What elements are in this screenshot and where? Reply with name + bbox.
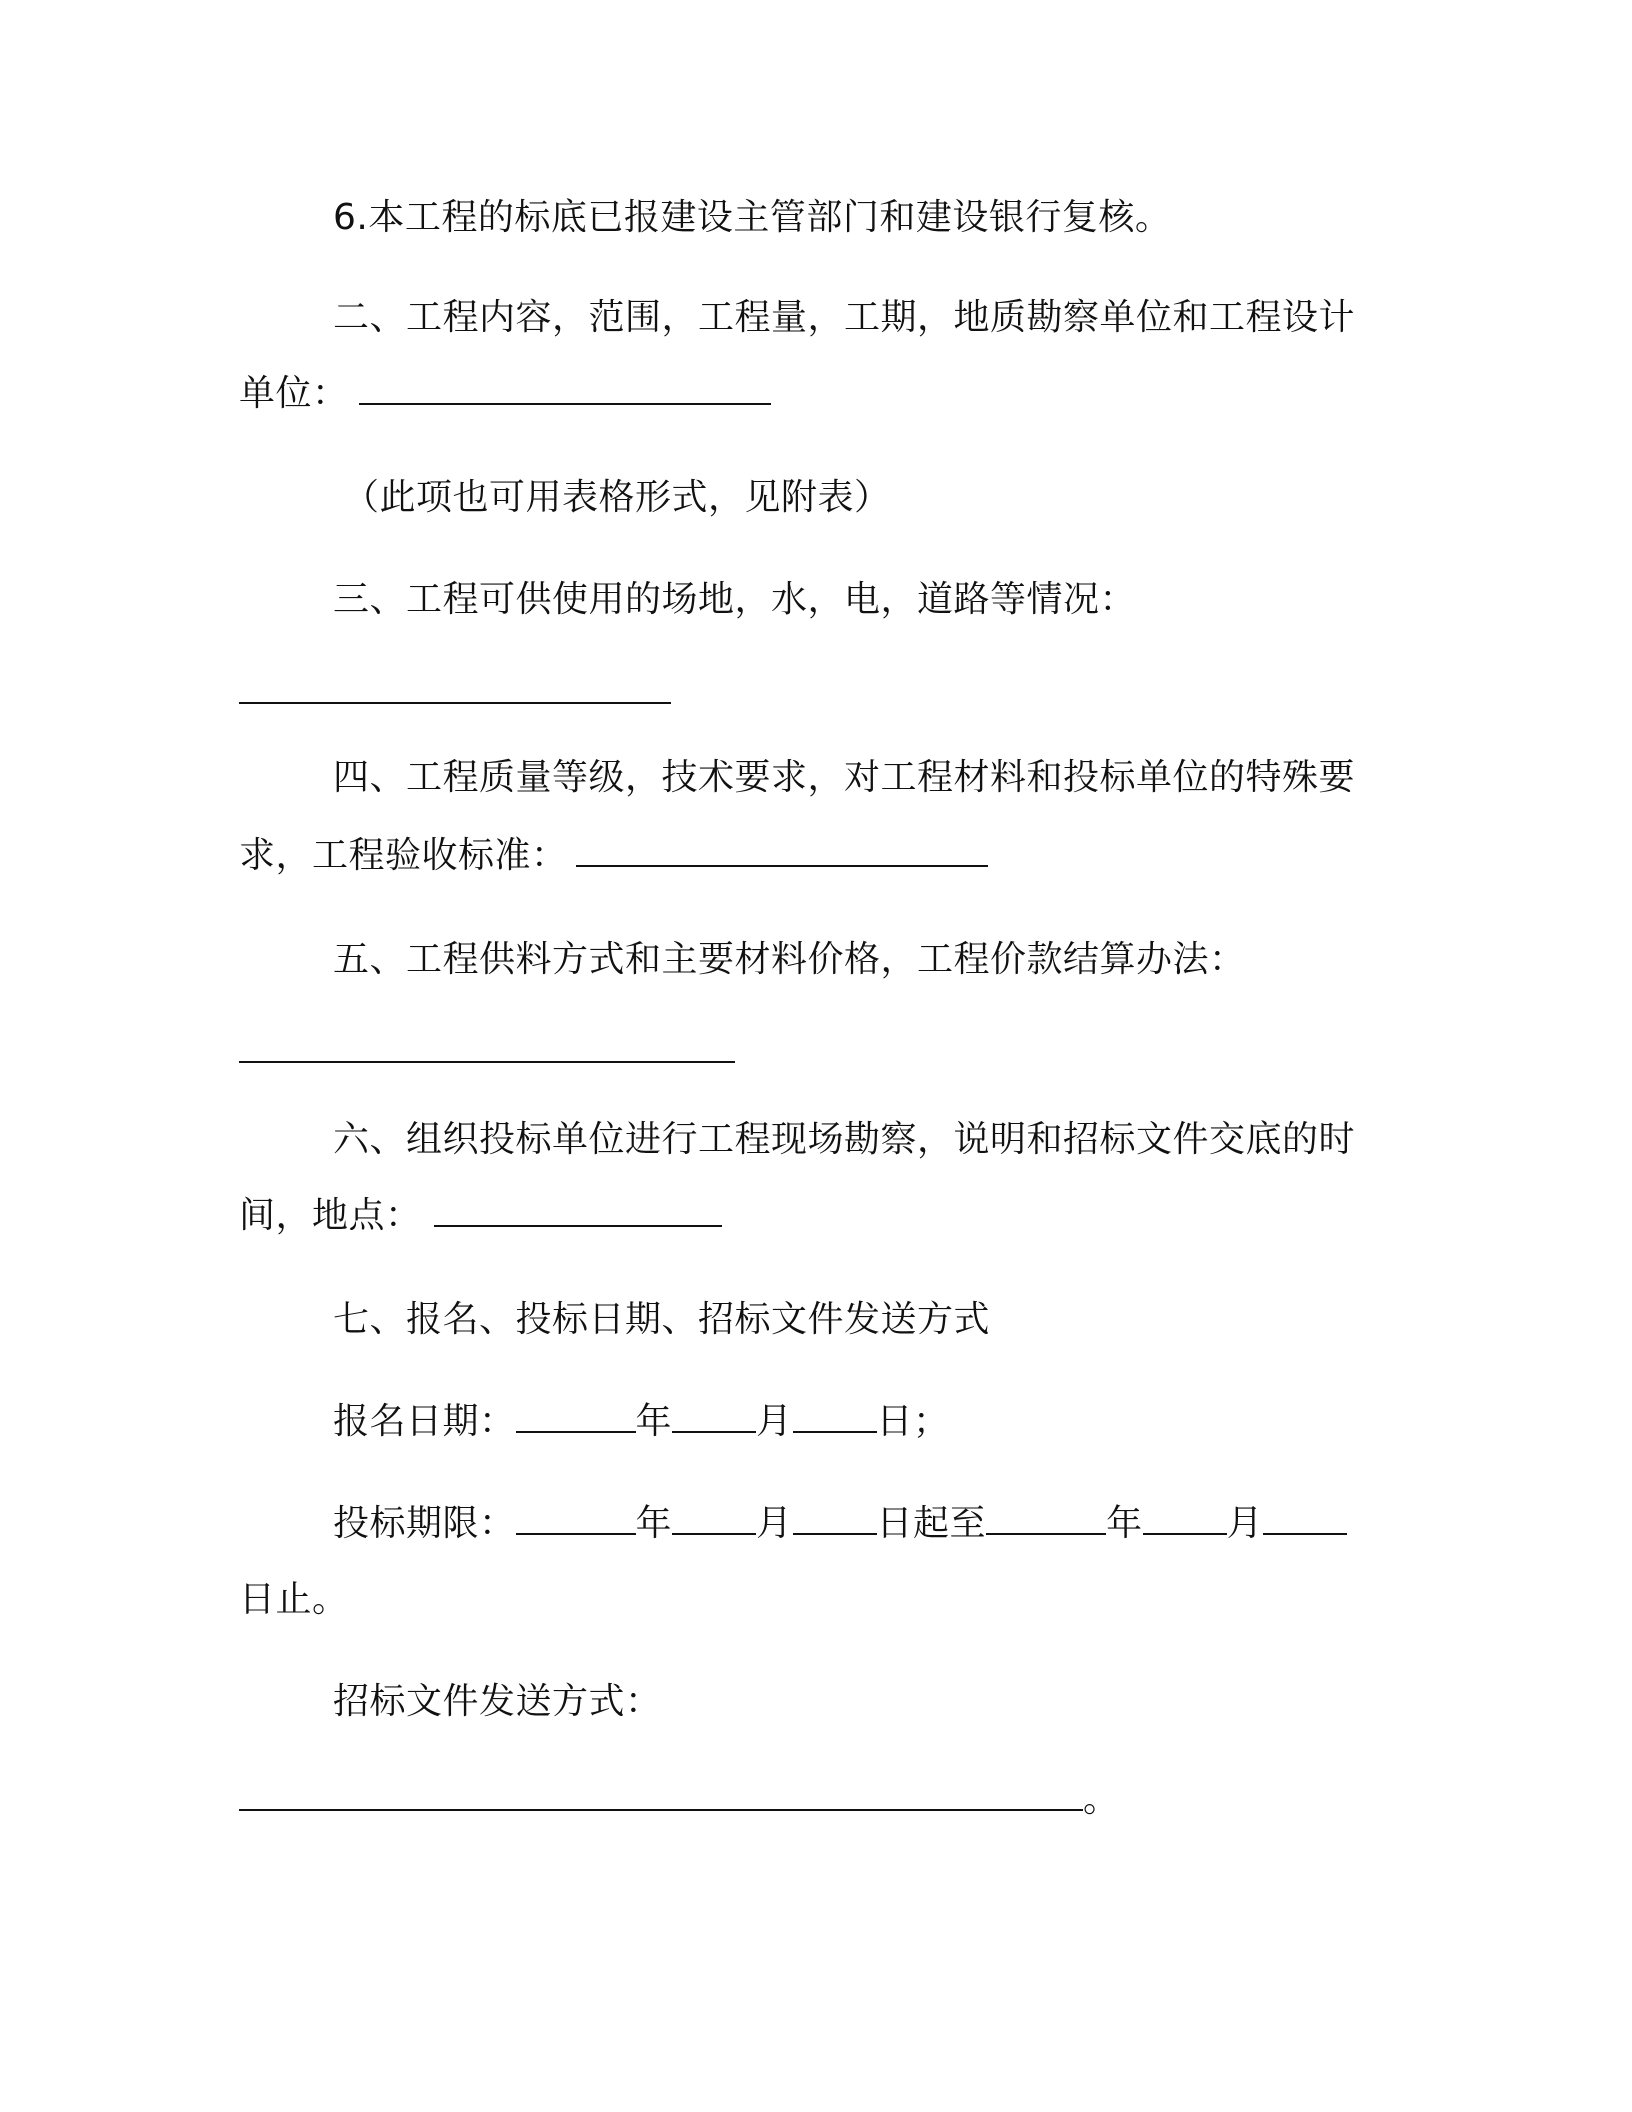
year-label: 年 [1106, 1503, 1143, 1544]
section-3: 三、工程可供使用的场地，水，电，道路等情况： [333, 579, 1137, 620]
signup-date-label: 报名日期： [333, 1401, 516, 1442]
site-visit-time-place-blank[interactable] [434, 1195, 722, 1227]
section-4-line-1: 四、工程质量等级，技术要求，对工程材料和投标单位的特殊要 [333, 757, 1356, 798]
acceptance-standard-blank[interactable] [576, 835, 988, 867]
section-4-label: 求，工程验收标准： [239, 835, 568, 876]
period-mark: 。 [1083, 1779, 1120, 1820]
signup-year-blank[interactable] [516, 1401, 636, 1433]
bid-period-label: 投标期限： [333, 1503, 516, 1544]
signup-day-blank[interactable] [793, 1401, 877, 1433]
signup-month-blank[interactable] [672, 1401, 756, 1433]
send-method-blank[interactable] [239, 1779, 1083, 1811]
section-2-note: （此项也可用表格形式，见附表） [343, 477, 891, 518]
item-6: 6.本工程的标底已报建设主管部门和建设银行复核。 [333, 197, 1172, 238]
month-label: 月 [756, 1503, 793, 1544]
month-label: 月 [1226, 1503, 1264, 1544]
day-label: 日； [876, 1401, 950, 1442]
material-pricing-blank[interactable] [239, 1061, 735, 1063]
month-label: 月 [756, 1401, 793, 1442]
section-6-line-2 [239, 1194, 722, 1238]
section-6-label: 间，地点： [239, 1195, 422, 1236]
bid-period-end: 日止。 [239, 1579, 349, 1620]
section-2-label: 单位： [239, 373, 349, 414]
send-method-line [239, 1778, 1120, 1822]
year-label: 年 [635, 1401, 673, 1442]
bid-start-month-blank[interactable] [672, 1503, 756, 1535]
year-label: 年 [635, 1503, 673, 1544]
design-unit-blank[interactable] [359, 373, 771, 405]
send-method-label: 招标文件发送方式： [333, 1681, 662, 1722]
bid-end-day-blank[interactable] [1263, 1503, 1347, 1535]
section-2-line-1: 二、工程内容，范围，工程量，工期，地质勘察单位和工程设计 [333, 297, 1356, 338]
section-6-line-1: 六、组织投标单位进行工程现场勘察，说明和招标文件交底的时 [333, 1119, 1356, 1160]
bid-period-line [333, 1502, 1347, 1546]
bid-end-month-blank[interactable] [1143, 1503, 1227, 1535]
day-from-to-label: 日起至 [876, 1503, 987, 1544]
section-5: 五、工程供料方式和主要材料价格，工程价款结算办法： [333, 939, 1246, 980]
bid-start-year-blank[interactable] [516, 1503, 636, 1535]
signup-date-line [333, 1400, 950, 1444]
bid-end-year-blank[interactable] [986, 1503, 1106, 1535]
bid-start-day-blank[interactable] [793, 1503, 877, 1535]
site-conditions-blank[interactable] [239, 702, 671, 704]
section-2-line-2 [239, 372, 771, 416]
section-4-line-2 [239, 834, 988, 878]
section-7: 七、报名、投标日期、招标文件发送方式 [333, 1299, 991, 1340]
